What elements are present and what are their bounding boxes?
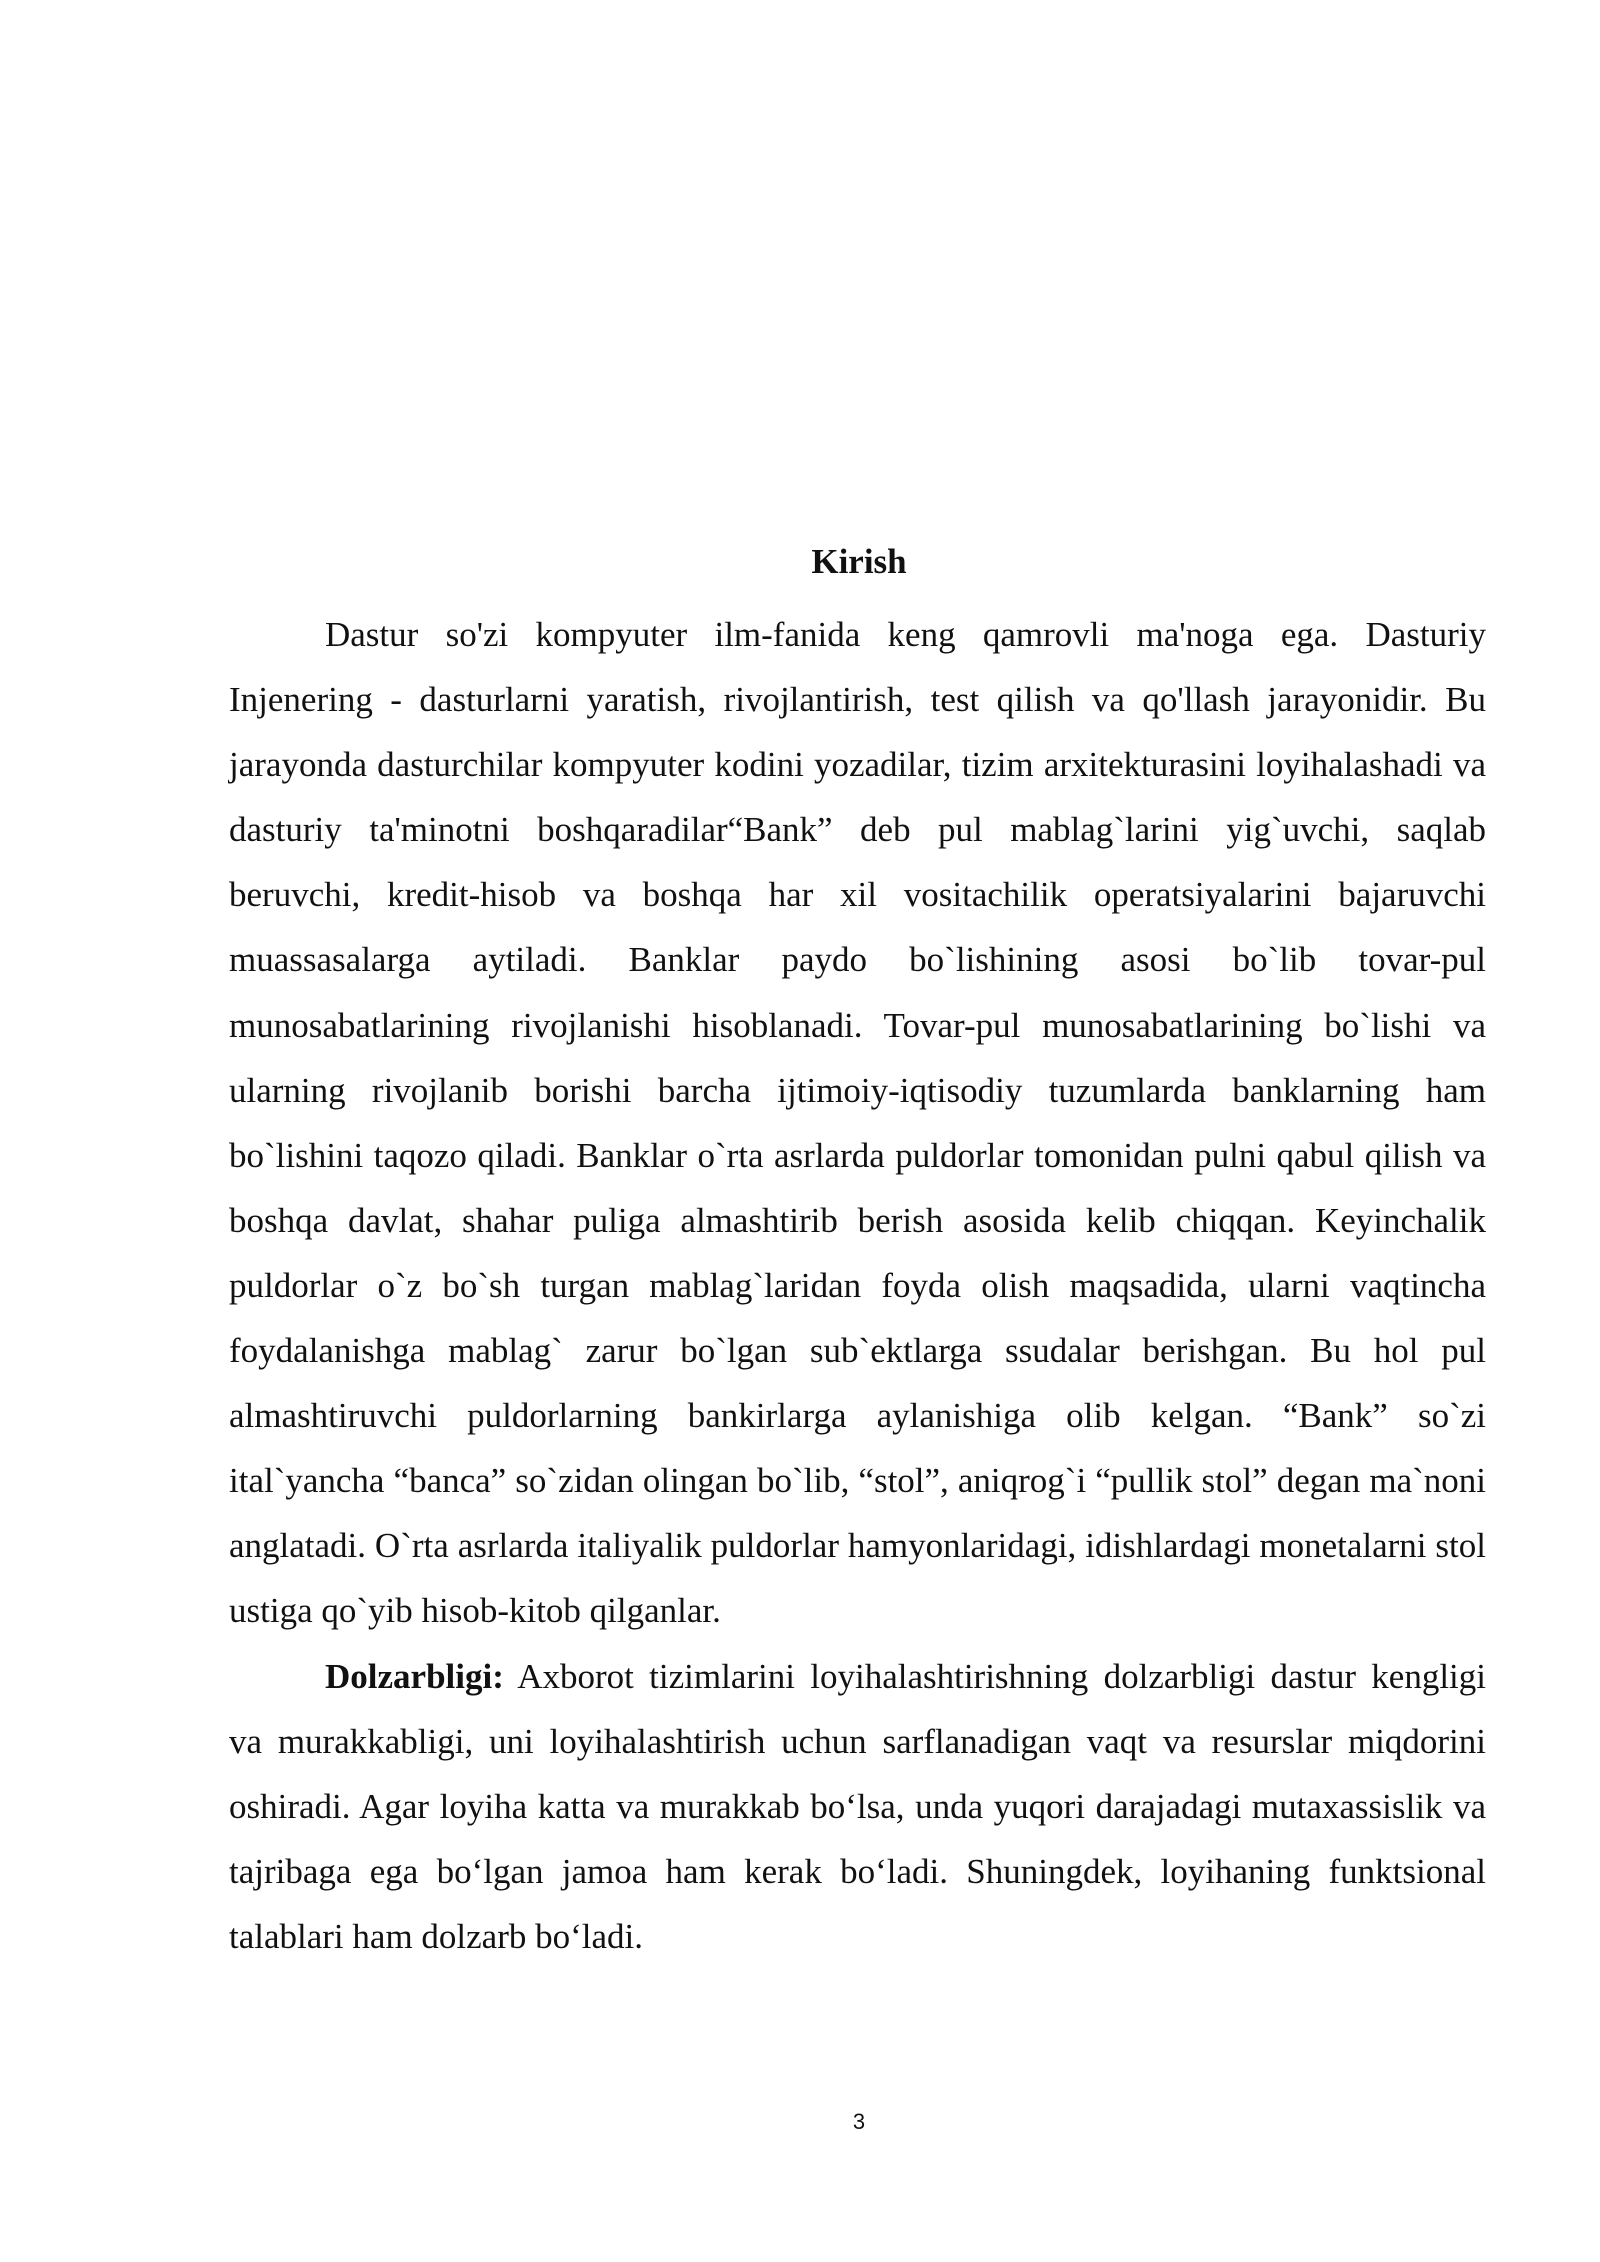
page-number: 3 [852, 2109, 866, 2134]
section-heading: Kirish [811, 542, 907, 581]
paragraph-intro [229, 602, 1486, 1644]
paragraph-relevance [229, 1644, 1486, 1969]
paragraph-relevance-lead: Dolzarbligi: [325, 1656, 504, 1696]
paragraph-relevance-text: Axborot tizimlarini loyihalashtirishning dolzarbligi dastur kengligi va murakkabligi, uni loyihalashtirish uchun sarflanadigan vaqt va resurslar miqdorini oshiradi. Agar loyiha katta va murakkab bo‘lsa, unda yuqori darajadagi mutaxassislik va tajribaga ega bo‘lgan jamoa ham kerak bo‘ladi. Shuningdek, loyihaning funktsional talablari ham dolzarb bo‘ladi. [229, 1656, 1486, 1956]
paragraph-intro-text: Dastur so'zi kompyuter ilm-fanida keng qamrovli ma'noga ega. Dasturiy Injenering - dasturlarni yaratish, rivojlantirish, test qilish va qo'llash jarayonidir. Bu jarayonda dasturchilar kompyuter kodini yozadilar, tizim arxitekturasini loyihalashadi va dasturiy ta'minotni boshqaradilar“Bank” deb pul mablag`larini yig`uvchi, saqlab beruvchi, kredit-hisob va boshqa har xil vositachilik operatsiyalarini bajaruvchi muassasalarga aytiladi. Banklar paydo bo`lishining asosi bo`lib tovar-pul munosabatlarining rivojlanishi hisoblanadi. Tovar-pul munosabatlarining bo`lishi va ularning rivojlanib borishi barcha ijtimoiy-iqtisodiy tuzumlarda banklarning ham bo`lishini taqozo qiladi. Banklar o`rta asrlarda puldorlar tomonidan pulni qabul qilish va boshqa davlat, shahar puliga almashtirib berish asosida kelib chiqqan. Keyinchalik puldorlar o`z bo`sh turgan mablag`laridan foyda olish maqsadida, ularni vaqtincha foydalanishga mablag` zarur bo`lgan sub`ektlarga ssudalar berishgan. Bu hol pul almashtiruvchi puldorlarning bankirlarga aylanishiga olib kelgan. “Bank” so`zi ital`yancha “banca” so`zidan olingan bo`lib, “stol”, aniqrog`i “pullik stol” degan ma`noni anglatadi. O`rta asrlarda italiyalik puldorlar hamyonlaridagi, idishlardagi monetalarni stol ustiga qo`yib hisob-kitob qilganlar. [229, 615, 1486, 1631]
body-text [229, 602, 1486, 1969]
